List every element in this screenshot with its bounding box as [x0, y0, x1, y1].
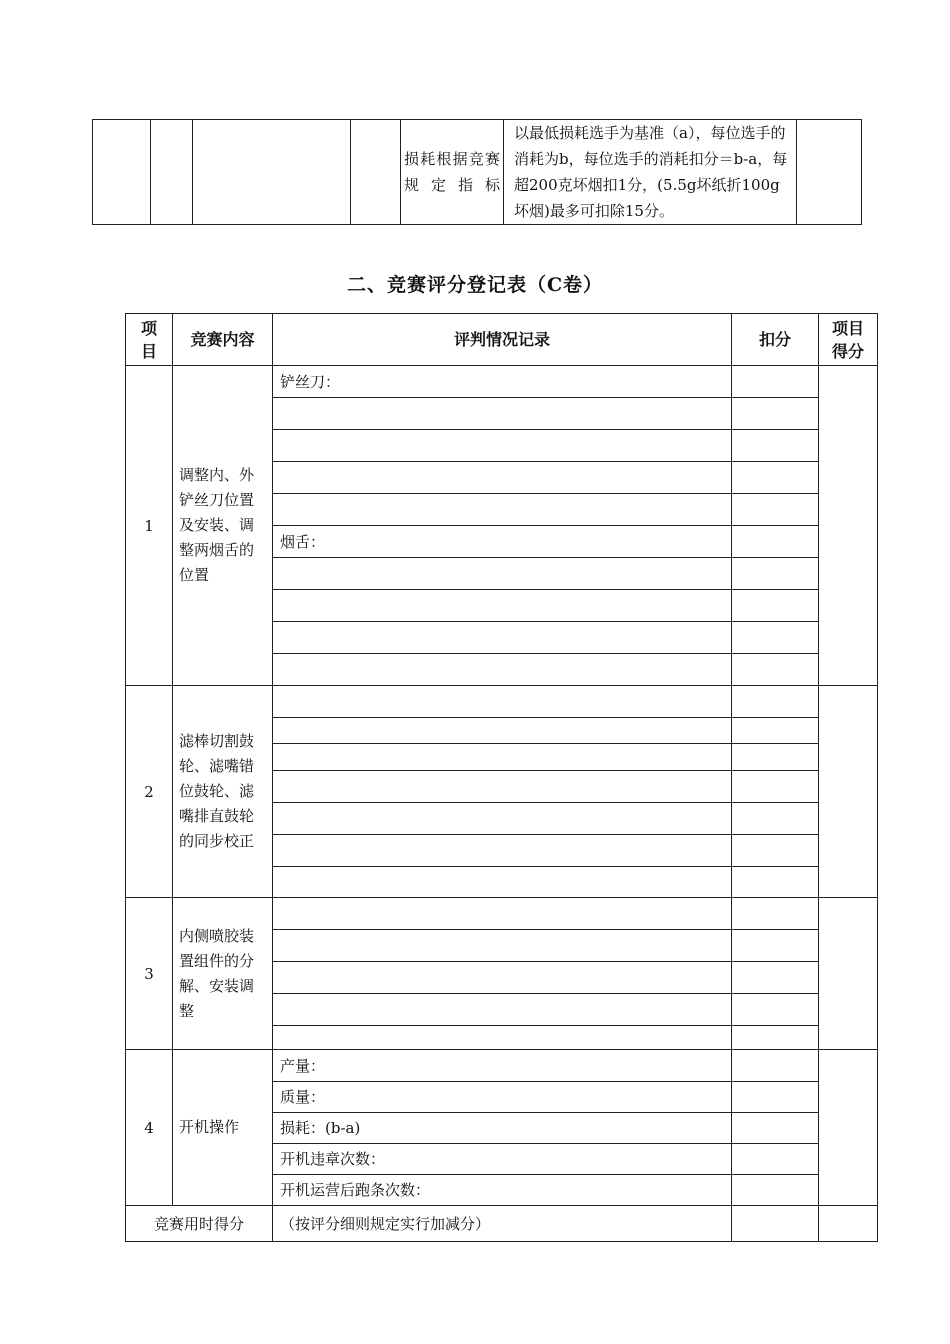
deduct-cell [732, 962, 819, 994]
competition-content: 内侧喷胶装置组件的分解、安装调整 [173, 898, 273, 1050]
table-row [126, 898, 878, 930]
deduct-cell [732, 526, 819, 558]
top-cell-empty-3 [193, 120, 351, 225]
deduct-cell [732, 1144, 819, 1175]
top-cell-empty-7 [797, 120, 862, 225]
item-number: 4 [126, 1050, 173, 1206]
table-row [126, 1050, 878, 1082]
record-cell [273, 718, 732, 744]
table-row [126, 366, 878, 398]
record-cell: 质量： [273, 1082, 732, 1113]
header-content: 竞赛内容 [173, 314, 273, 366]
deduct-cell [732, 590, 819, 622]
deduct-cell [732, 462, 819, 494]
record-cell [273, 430, 732, 462]
top-indicator-cell: 损耗根据竞赛规定指标 [401, 120, 504, 225]
deduct-cell [732, 930, 819, 962]
table-row [126, 686, 878, 718]
deduct-cell [732, 1050, 819, 1082]
record-cell [273, 654, 732, 686]
item-number: 2 [126, 686, 173, 898]
deduct-cell [732, 867, 819, 898]
deduct-cell [732, 1082, 819, 1113]
record-cell: 产量： [273, 1050, 732, 1082]
record-cell [273, 494, 732, 526]
record-cell [273, 867, 732, 898]
deduct-cell [732, 1026, 819, 1050]
competition-content: 滤棒切割鼓轮、滤嘴错位鼓轮、滤嘴排直鼓轮的同步校正 [173, 686, 273, 898]
record-cell [273, 994, 732, 1026]
deduct-cell [732, 835, 819, 867]
section-title: 二、竞赛评分登记表（C卷） [346, 274, 604, 296]
record-cell [273, 398, 732, 430]
deduct-cell [732, 686, 819, 718]
item-score-cell [819, 1050, 878, 1206]
deduct-cell [732, 1175, 819, 1206]
footer-row [126, 1206, 878, 1242]
record-cell [273, 686, 732, 718]
top-cell-empty-1 [93, 120, 151, 225]
deduct-cell [732, 494, 819, 526]
footer-note: （按评分细则规定实行加减分） [273, 1206, 732, 1242]
deduct-cell [732, 398, 819, 430]
item-number: 3 [126, 898, 173, 1050]
record-cell [273, 590, 732, 622]
record-cell [273, 744, 732, 771]
deduct-cell [732, 771, 819, 803]
deduct-cell [732, 898, 819, 930]
deduct-cell [732, 558, 819, 590]
deduct-cell [732, 803, 819, 835]
deduct-cell [732, 622, 819, 654]
record-cell [273, 462, 732, 494]
record-cell [273, 1026, 732, 1050]
record-cell: 烟舌： [273, 526, 732, 558]
record-cell: 开机违章次数： [273, 1144, 732, 1175]
competition-content: 调整内、外铲丝刀位置及安装、调整两烟舌的位置 [173, 366, 273, 686]
top-cell-empty-4 [351, 120, 401, 225]
footer-score-cell [819, 1206, 878, 1242]
item-number: 1 [126, 366, 173, 686]
record-cell [273, 930, 732, 962]
deduct-cell [732, 718, 819, 744]
deduct-cell [732, 430, 819, 462]
record-cell [273, 622, 732, 654]
item-score-cell [819, 366, 878, 686]
competition-content: 开机操作 [173, 1050, 273, 1206]
deduct-cell [732, 994, 819, 1026]
deduct-cell [732, 744, 819, 771]
item-score-cell [819, 898, 878, 1050]
header-score: 项目得分 [819, 314, 878, 366]
record-cell [273, 962, 732, 994]
top-rule-cell: 以最低损耗选手为基准（a），每位选手的消耗为b，每位选手的消耗扣分＝b-a，每超200克坏烟扣1分，(5.5g坏纸折100g坏烟)最多可扣除15分。 [504, 120, 797, 225]
deduct-cell [732, 654, 819, 686]
record-cell [273, 898, 732, 930]
record-cell: 开机运营后跑条次数： [273, 1175, 732, 1206]
top-cell-empty-2 [151, 120, 193, 225]
top-continuation-table [92, 119, 862, 225]
record-cell [273, 558, 732, 590]
footer-deduct-cell [732, 1206, 819, 1242]
footer-label: 竞赛用时得分 [126, 1206, 273, 1242]
item-score-cell [819, 686, 878, 898]
header-record: 评判情况记录 [273, 314, 732, 366]
deduct-cell [732, 1113, 819, 1144]
record-cell [273, 803, 732, 835]
header-item: 项目 [126, 314, 173, 366]
header-deduct: 扣分 [732, 314, 819, 366]
record-cell: 损耗：(b-a) [273, 1113, 732, 1144]
deduct-cell [732, 366, 819, 398]
score-registration-table [125, 313, 878, 1242]
record-cell [273, 771, 732, 803]
record-cell: 铲丝刀： [273, 366, 732, 398]
record-cell [273, 835, 732, 867]
table-header-row [126, 314, 878, 366]
